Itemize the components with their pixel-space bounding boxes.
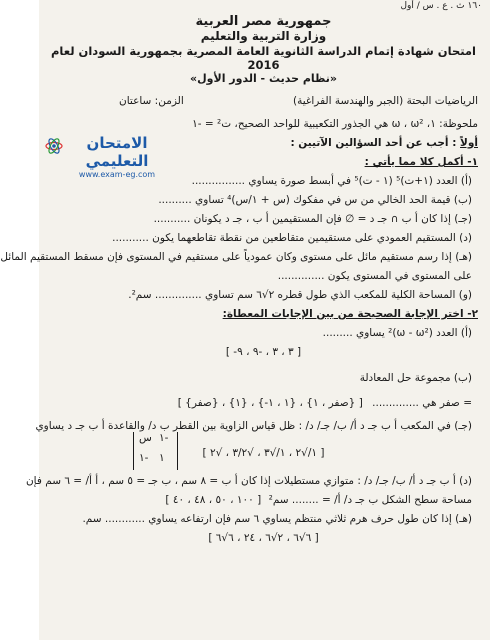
item-e1: (هـ) إذا رسم مستقيم مائل على مستوى وكان عمودياً على مستقيم في المستوى فإن مسقط المستقيم المائل [0,251,472,263]
item-e2: على المستوى في المستوى يكون .............. [277,270,472,282]
mcq-e-options: [ ٦√٦ ، ٢√٦ ، ٢٤ ، ٦√٦ ] [208,532,319,544]
mcq-e: (هـ) إذا كان طول حرف هرم ثلاثي منتظم يساوي ٦ سم فإن ارتفاعه يساوي ............ سم. [82,513,472,525]
determinant-left-bar [133,432,134,470]
logo-text: الامتحان التعليمي [85,134,149,170]
determinant-cell-3: ١- [139,452,149,464]
atom-icon [45,134,63,158]
mcq-d-options: [ ١٠٠ ، ٥٠ ، ٤٨ ، ٤٠ ] [165,494,262,506]
section2-heading: ٢- اختر الإجابة الصحيحة من بين الإجابات المعطاة: [222,308,478,320]
country-title: جمهورية مصر العربية [195,14,332,29]
first-label: أولاً [460,137,478,149]
mcq-b-options: [ {صفر} ، {١} ، {-١ ، ١} ، {صفر ، ١} ] [177,397,363,409]
determinant-cell-2: ١- [159,432,169,444]
mcq-a: (أ) العدد (ω - ω²)² يساوي ......... [322,327,472,339]
mcq-c: (جـ) في المكعب أ ب جـ د أ/ ب/ جـ/ د/ : ظل قياس الزاوية بين القطر ب د/ والقاعدة أ ب جـ د يساوي [35,420,472,432]
item-a: (أ) العدد (١+ت)⁵ (١ - ت)⁵ في أبسط صورة يساوي ................ [191,175,472,187]
mcq-b-equation [49,394,478,413]
ministry-title: وزارة التربية والتعليم [200,29,327,43]
determinant [131,432,201,472]
mcq-d2 [49,491,478,510]
mcq-c-options: [ ١/√٢ ، ١/√٣ ، √٣/٢ ، √٢ ] [202,447,325,459]
item-f: (و) المساحة الكلية للمكعب الذي طول قطره ٢√٦ سم تساوي .............. سم². [128,289,472,301]
exam-code: ١٦٠ ث . ع . س / أول [400,1,482,11]
item-d: (د) المستقيم العمودي على مستقيمين متقاطعين من نقطة تقاطعهما يكون ........... [112,232,472,244]
site-logo [61,134,173,179]
mcq-d2-text: مساحة سطح الشكل ب جـ د/ أ/ = ........ سم² [268,494,472,506]
mcq-d1: (د) أ ب جـ د أ/ ب/ جـ/ د/ : متوازي مستطيلات إذا كان أ ب = ٨ سم ، ب جـ = ٥ سم ، أ أ/ = ٦ سم فإن [25,475,472,487]
exam-info [49,95,478,107]
section1-heading: ١- أكمل كلا مما يأتي : [364,156,478,168]
determinant-cell-4: ١ [159,452,165,464]
time-label: الزمن: ساعتان [119,95,184,107]
subject-label: الرياضيات البحتة (الجبر والهندسة الفراغية) [292,95,478,107]
determinant-right-bar [177,432,178,470]
mcq-a-options: [ -٣ ، ٣ ، -٩ ، ٩ ] [225,346,302,358]
note-line: ملحوظة: ١، ω ، ω² هي الجذور التكعيبية للواحد الصحيح، ت² = -١ [192,118,478,130]
mcq-b-eq-text: = صفر هي .............. [372,397,472,409]
item-b: (ب) قيمة الحد الخالي من س في مفكوك (س + ١/س)⁴ تساوي .......... [158,194,472,206]
logo-url: www.exam-eg.com [78,170,156,179]
mcq-b: (ب) مجموعة حل المعادلة [359,372,472,384]
instruction-text: : أجب عن أحد السؤالين الآتيين : [290,137,461,149]
exam-title: امتحان شهادة إتمام الدراسة الثانوية العامة المصرية بجمهورية السودان لعام 2016 [50,44,476,72]
exam-system: «نظام حديث - الدور الأول» [190,72,337,85]
item-c: (جـ) إذا كان أ ب ∩ جـ د = ∅ فإن المستقيمين أ ب ، جـ د يكونان ........... [153,213,472,225]
determinant-cell-1: س [139,432,152,444]
